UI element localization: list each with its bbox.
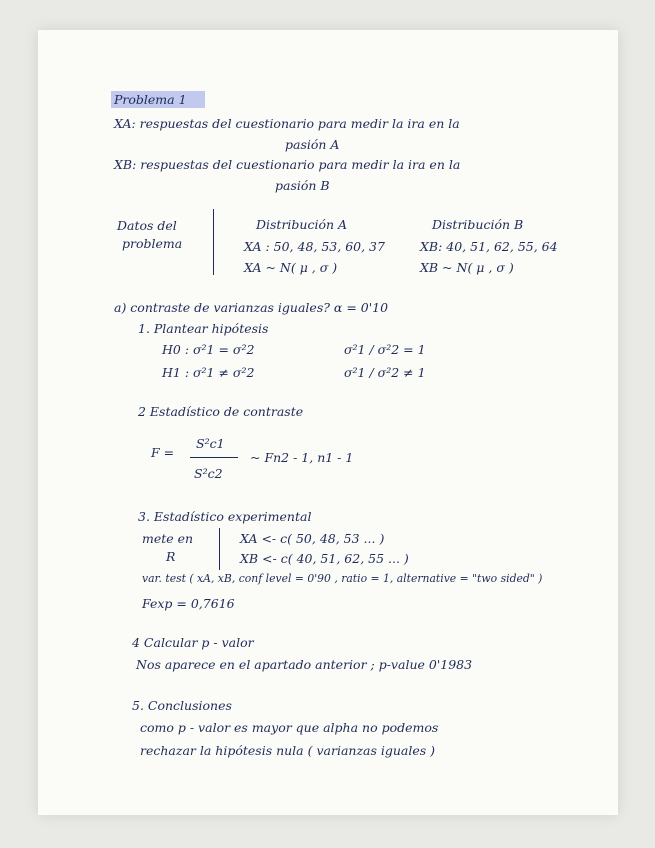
f-distribution: ~ Fn2 - 1, n1 - 1 [250, 450, 354, 465]
step3-heading: 3. Estadístico experimental [138, 509, 312, 524]
r-assign-xa: XA <- c( 50, 48, 53 ... ) [240, 531, 385, 546]
mete-label-cont: R [166, 549, 176, 564]
datos-divider [213, 209, 214, 275]
r-var-test-call: var. test ( xA, xB, conf level = 0'90 , ratio = 1, alternative = "two sided" ) [142, 572, 543, 585]
step1-heading: 1. Plantear hipótesis [138, 321, 269, 336]
dist-a-header: Distribución A [256, 217, 348, 232]
step5-heading: 5. Conclusiones [132, 698, 232, 713]
h0-hypothesis: H0 : σ²1 = σ²2 [162, 342, 255, 357]
r-divider [219, 528, 220, 570]
xa-definition: XA: respuestas del cuestionario para medir la ira en la [114, 116, 460, 131]
xb-definition-cont: pasión B [275, 178, 330, 193]
h0-ratio: σ²1 / σ²2 = 1 [344, 342, 426, 357]
r-assign-xb: XB <- c( 40, 51, 62, 55 ... ) [240, 551, 409, 566]
p-value-text: Nos aparece en el apartado anterior ; p-value 0'1983 [136, 657, 473, 672]
part-a-question: a) contraste de varianzas iguales? α = 0'10 [114, 300, 389, 315]
h1-ratio: σ²1 / σ²2 ≠ 1 [344, 365, 426, 380]
dist-a-model: XA ~ N( μ , σ ) [244, 260, 338, 275]
dist-a-data: XA : 50, 48, 53, 60, 37 [244, 239, 385, 254]
fexp-value: Fexp = 0,7616 [142, 596, 235, 611]
datos-label: Datos del [117, 218, 177, 233]
fraction-bar [190, 457, 238, 458]
f-denominator: S²c2 [194, 466, 223, 481]
mete-label: mete en [142, 531, 194, 546]
problem-title: Problema 1 [114, 92, 187, 107]
dist-b-header: Distribución B [432, 217, 524, 232]
xb-definition: XB: respuestas del cuestionario para medir la ira en la [114, 157, 461, 172]
dist-b-data: XB: 40, 51, 62, 55, 64 [420, 239, 558, 254]
step4-heading: 4 Calcular p - valor [132, 635, 254, 650]
step2-heading: 2 Estadístico de contraste [138, 404, 304, 419]
conclusion-line2: rechazar la hipótesis nula ( varianzas iguales ) [140, 743, 436, 758]
datos-label-cont: problema [122, 236, 183, 251]
f-label: F = [151, 445, 175, 460]
conclusion-line1: como p - valor es mayor que alpha no podemos [140, 720, 439, 735]
dist-b-model: XB ~ N( μ , σ ) [420, 260, 514, 275]
h1-hypothesis: H1 : σ²1 ≠ σ²2 [162, 365, 255, 380]
f-numerator: S²c1 [196, 436, 225, 451]
xa-definition-cont: pasión A [285, 137, 340, 152]
